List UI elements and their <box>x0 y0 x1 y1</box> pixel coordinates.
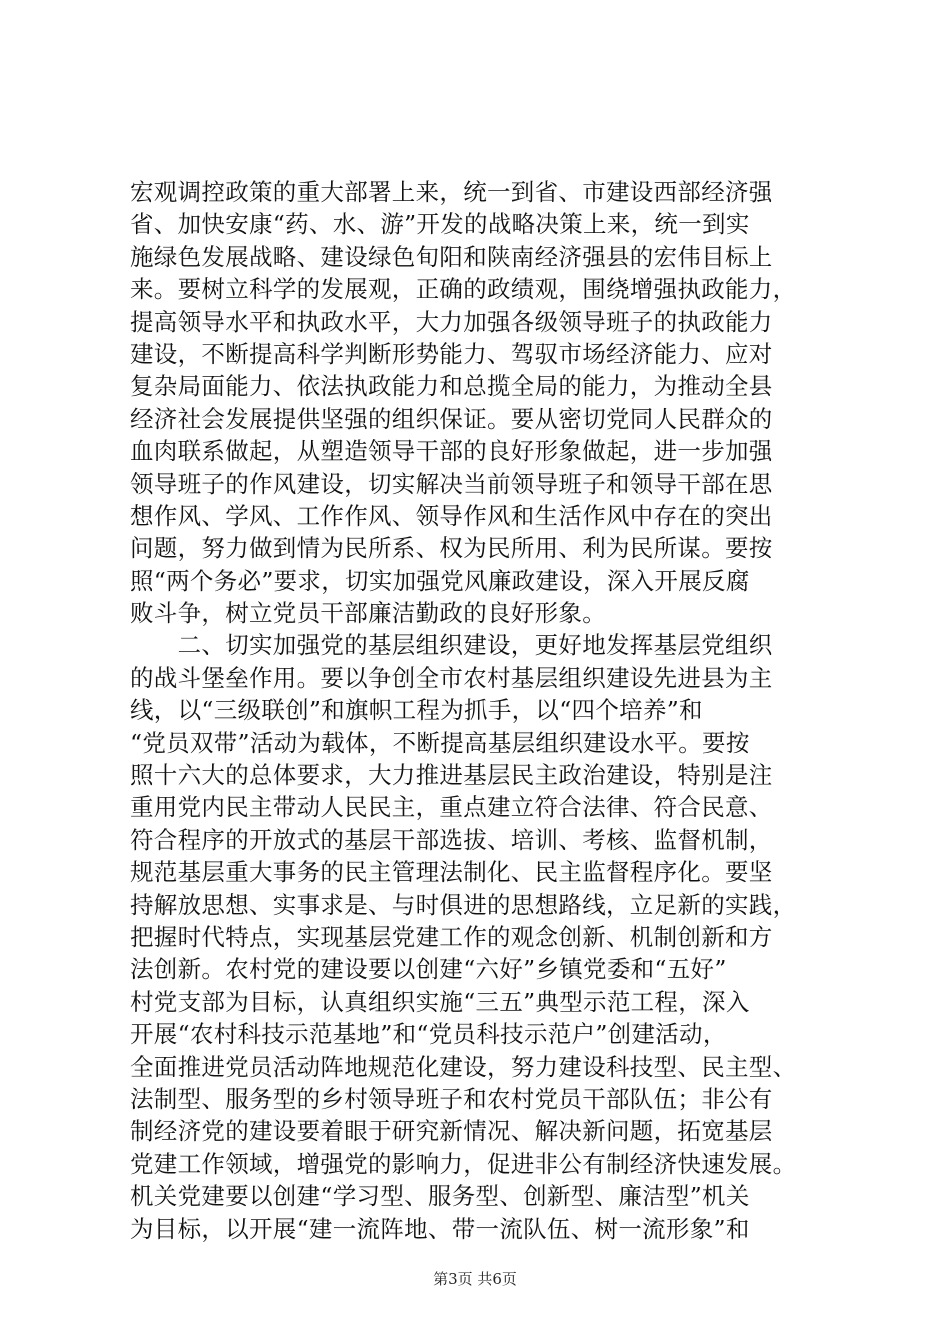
text-line: 败斗争，树立党员干部廉洁勤政的良好形象。 <box>130 599 606 628</box>
text-line: 机关党建要以创建“学习型、服务型、创新型、廉洁型”机关 <box>130 1182 750 1211</box>
text-line: 想作风、学风、工作作风、领导作风和生活作风中存在的突出 <box>130 501 773 530</box>
page-footer: 第3页 共6页 <box>433 1270 517 1288</box>
text-line: 为目标，以开展“建一流阵地、带一流队伍、树一流形象”和 <box>130 1214 750 1243</box>
text-line: 全面推进党员活动阵地规范化建设，努力建设科技型、民主型、 <box>130 1052 797 1081</box>
text-line: 来。要树立科学的发展观，正确的政绩观，围绕增强执政能力， <box>130 275 797 304</box>
text-line: 法创新。农村党的建设要以创建“六好”乡镇党委和“五好” <box>130 955 727 984</box>
text-line: 规范基层重大事务的民主管理法制化、民主监督程序化。要坚 <box>130 858 773 887</box>
text-line: 提高领导水平和执政水平，大力加强各级领导班子的执政能力 <box>130 307 773 336</box>
text-line: 血肉联系做起，从塑造领导干部的良好形象做起，进一步加强 <box>130 437 773 466</box>
text-line: 制经济党的建设要着眼于研究新情况、解决新问题，拓宽基层 <box>130 1117 773 1146</box>
text-line: 建设，不断提高科学判断形势能力、驾驭市场经济能力、应对 <box>130 339 773 368</box>
text-line: 复杂局面能力、依法执政能力和总揽全局的能力，为推动全县 <box>130 372 773 401</box>
text-line: 党建工作领域，增强党的影响力，促进非公有制经济快速发展。 <box>130 1149 797 1178</box>
text-line: 村党支部为目标，认真组织实施“三五”典型示范工程，深入 <box>130 987 750 1016</box>
text-line: 经济社会发展提供坚强的组织保证。要从密切党同人民群众的 <box>130 404 773 433</box>
text-line: 把握时代特点，实现基层党建工作的观念创新、机制创新和方 <box>130 922 773 951</box>
text-line: 照“两个务必”要求，切实加强党风廉政建设，深入开展反腐 <box>130 566 750 595</box>
text-line: 施绿色发展战略、建设绿色旬阳和陕南经济强县的宏伟目标上 <box>130 242 773 271</box>
body-text <box>130 176 840 1245</box>
text-line: 线，以“三级联创”和旗帜工程为抓手，以“四个培养”和 <box>130 696 703 725</box>
text-line: 问题，努力做到情为民所系、权为民所用、利为民所谋。要按 <box>130 534 773 563</box>
text-line: 照十六大的总体要求，大力推进基层民主政治建设，特别是注 <box>130 761 773 790</box>
text-line: 领导班子的作风建设，切实解决当前领导班子和领导干部在思 <box>130 469 773 498</box>
text-line: 宏观调控政策的重大部署上来，统一到省、市建设西部经济强 <box>130 178 773 206</box>
text-line: 符合程序的开放式的基层干部选拔、培训、考核、监督机制， <box>130 825 773 854</box>
text-line: 持解放思想、实事求是、与时俱进的思想路线，立足新的实践， <box>130 890 797 919</box>
text-line: 省、加快安康“药、水、游”开发的战略决策上来，统一到实 <box>130 210 750 239</box>
text-line: 法制型、服务型的乡村领导班子和农村党员干部队伍；非公有 <box>130 1084 773 1113</box>
text-line: “党员双带”活动为载体，不断提高基层组织建设水平。要按 <box>130 728 750 757</box>
text-line: 二、切实加强党的基层组织建设，更好地发挥基层党组织 <box>130 631 773 660</box>
text-line: 重用党内民主带动人民民主，重点建立符合法律、符合民意、 <box>130 793 773 822</box>
text-line: 开展“农村科技示范基地”和“党员科技示范户”创建活动， <box>130 1020 727 1049</box>
text-line: 的战斗堡垒作用。要以争创全市农村基层组织建设先进县为主 <box>130 663 773 692</box>
